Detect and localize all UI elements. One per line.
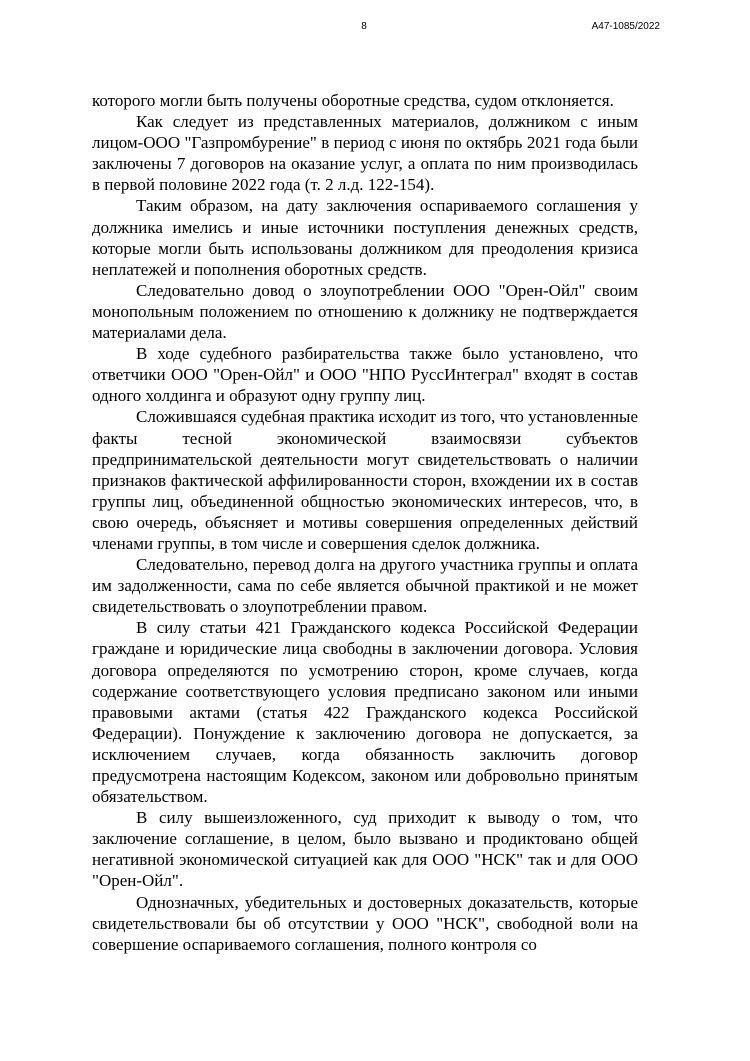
paragraph-7: Следовательно, перевод долга на другого участника группы и оплата им задолженности, сама по себе является обычной практикой и не может свидетельствовать о злоупотреблении правом. <box>92 555 638 617</box>
paragraph-4: Следовательно довод о злоупотреблении ООО "Орен-Ойл" своим монопольным положением по отношению к должнику не подтверждается материалами дела. <box>92 280 638 343</box>
paragraph-9: В силу вышеизложенного, суд приходит к выводу о том, что заключение соглашение, в целом, было вызвано и продиктовано общей негативной экономической ситуацией как для ООО "НСК" так и для ООО "Орен-Ойл". <box>92 808 638 891</box>
paragraph-3: Таким образом, на дату заключения оспариваемого соглашения у должника имелись и иные источники поступления денежных средств, которые могли быть использованы должником для преодоления кризиса неплатежей и пополнения оборотных средств. <box>92 196 638 279</box>
paragraph-8: В силу статьи 421 Гражданского кодекса Российской Федерации граждане и юридические лица свободны в заключении договора. Условия договора определяются по усмотрению сторон, кроме случаев, когда содержание соответствующего условия предписано законом или иными правовыми актами (статья 422 Гражданского кодекса Российской Федерации). Понуждение к заключению договора не допускается, за исключением случаев, когда обязанность заключить договор предусмотрена настоящим Кодексом, законом или добровольно принятым обязательством. <box>92 618 638 807</box>
document-body <box>92 90 638 955</box>
paragraph-6: Сложившаяся судебная практика исходит из того, что установленные факты тесной экономической взаимосвязи субъектов предпринимательской деятельности могут свидетельствовать о наличии признаков фактической аффилированности сторон, вхождении их в состав группы лиц, объединенной общностью экономических интересов, что, в свою очередь, объясняет и мотивы совершения определенных действий членами группы, в том числе и совершения сделок должника. <box>92 407 638 553</box>
page-number: 8 <box>361 21 367 32</box>
paragraph-2: Как следует из представленных материалов, должником с иным лицом-ООО "Газпромбурение" в период с июня по октябрь 2021 года были заключены 7 договоров на оказание услуг, а оплата по ним производилась в первой половине 2022 года (т. 2 л.д. 122-154). <box>92 112 638 195</box>
paragraph-10: Однозначных, убедительных и достоверных доказательств, которые свидетельствовали бы об отсутствии у ООО "НСК", свободной воли на совершение оспариваемого соглашения, полного контроля со <box>92 892 638 954</box>
paragraph-1: которого могли быть получены оборотные средства, судом отклоняется. <box>92 91 614 110</box>
paragraph-5: В ходе судебного разбирательства также было установлено, что ответчики ООО "Орен-Ойл" и ООО "НПО РуссИнтеграл" входят в состав одного холдинга и образуют одну группу лиц. <box>92 344 638 406</box>
case-number: А47-1085/2022 <box>591 21 660 32</box>
